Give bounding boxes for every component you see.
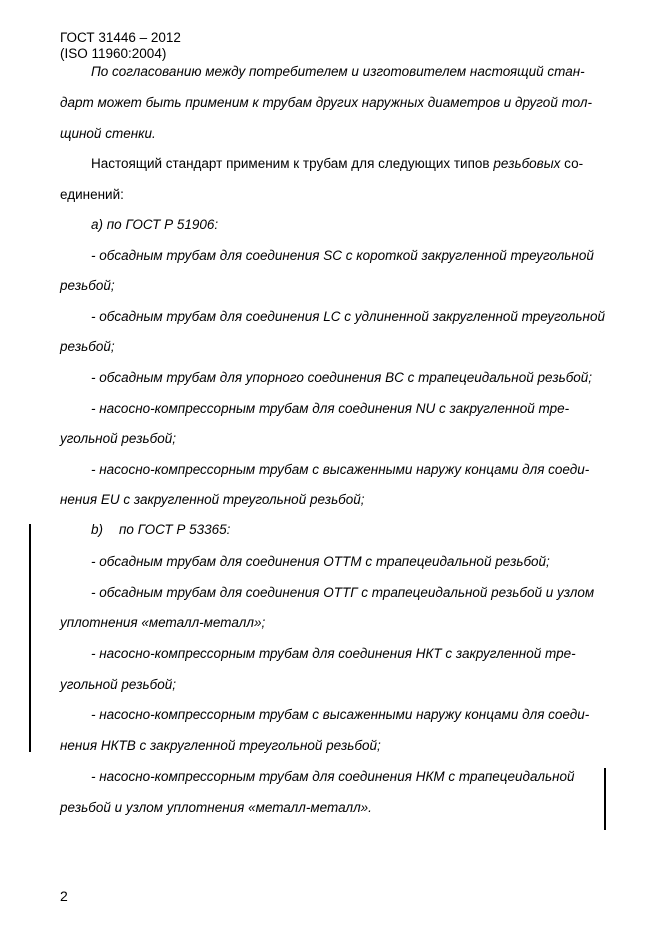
page-number: 2 — [60, 888, 68, 904]
section-b-item1-line1: - обсадным трубам для соединения ОТТМ с трапецеидальной резьбой; — [91, 554, 550, 569]
section-a-item4-line1: - насосно-компрессорным трубам для соединения NU с закругленной тре- — [91, 401, 570, 416]
para1-line2: дарт может быть применим к трубам других наружных диаметров и другой тол- — [60, 95, 592, 110]
section-a-item1-line1: - обсадным трубам для соединения SC с короткой закругленной треугольной — [91, 248, 594, 263]
para2-line2: единений: — [60, 187, 124, 202]
change-bar-right — [604, 768, 606, 830]
section-b-item5-line1: - насосно-компрессорным трубам для соединения НКМ с трапецеидальной — [91, 769, 575, 784]
document-header — [60, 30, 181, 62]
section-b-item3-line1: - насосно-компрессорным трубам для соединения НКТ с закругленной тре- — [91, 646, 576, 661]
section-a-item2-line2: резьбой; — [60, 339, 115, 354]
section-a-item3-line1: - обсадным трубам для упорного соединения BC с трапецеидальной резьбой; — [91, 370, 593, 385]
para1-line1: По согласованию между потребителем и изготовителем настоящий стан- — [91, 64, 585, 79]
section-b-item4-line2: нения НКТВ с закругленной треугольной резьбой; — [60, 738, 381, 753]
para1-line3: щиной стенки. — [60, 126, 156, 141]
section-a-item1-line2: резьбой; — [60, 278, 115, 293]
para2-line1 — [91, 155, 583, 173]
section-b-item3-line2: угольной резьбой; — [60, 677, 176, 692]
section-b-item4-line1: - насосно-компрессорным трубам с высаженными наружу концами для соеди- — [91, 707, 590, 722]
para2-line1-b: резьбовых — [493, 156, 561, 171]
para2-line1-a: Настоящий стандарт применим к трубам для следующих типов — [91, 156, 494, 171]
section-a-title: а) по ГОСТ Р 51906: — [91, 217, 219, 232]
section-b-item2-line1: - обсадным трубам для соединения ОТТГ с трапецеидальной резьбой и узлом — [91, 585, 595, 600]
change-bar-left — [29, 524, 31, 752]
iso-reference: (ISO 11960:2004) — [60, 46, 167, 61]
section-b-title: по ГОСТ Р 53365: — [119, 522, 231, 537]
section-a-item5-line1: - насосно-компрессорным трубам с высаженными наружу концами для соеди- — [91, 462, 590, 477]
section-a-item2-line1: - обсадным трубам для соединения LC с удлиненной закругленной треугольной — [91, 309, 605, 324]
section-b-item5-line2: резьбой и узлом уплотнения «металл-металл». — [60, 800, 372, 815]
section-b-label: b) — [91, 522, 104, 537]
section-a-item5-line2: нения EU с закругленной треугольной резьбой; — [60, 492, 365, 507]
standard-code: ГОСТ 31446 – 2012 — [60, 30, 181, 45]
para2-line1-c: со- — [560, 156, 584, 171]
section-a-item4-line2: угольной резьбой; — [60, 431, 176, 446]
section-b-item2-line2: уплотнения «металл-металл»; — [60, 615, 266, 630]
